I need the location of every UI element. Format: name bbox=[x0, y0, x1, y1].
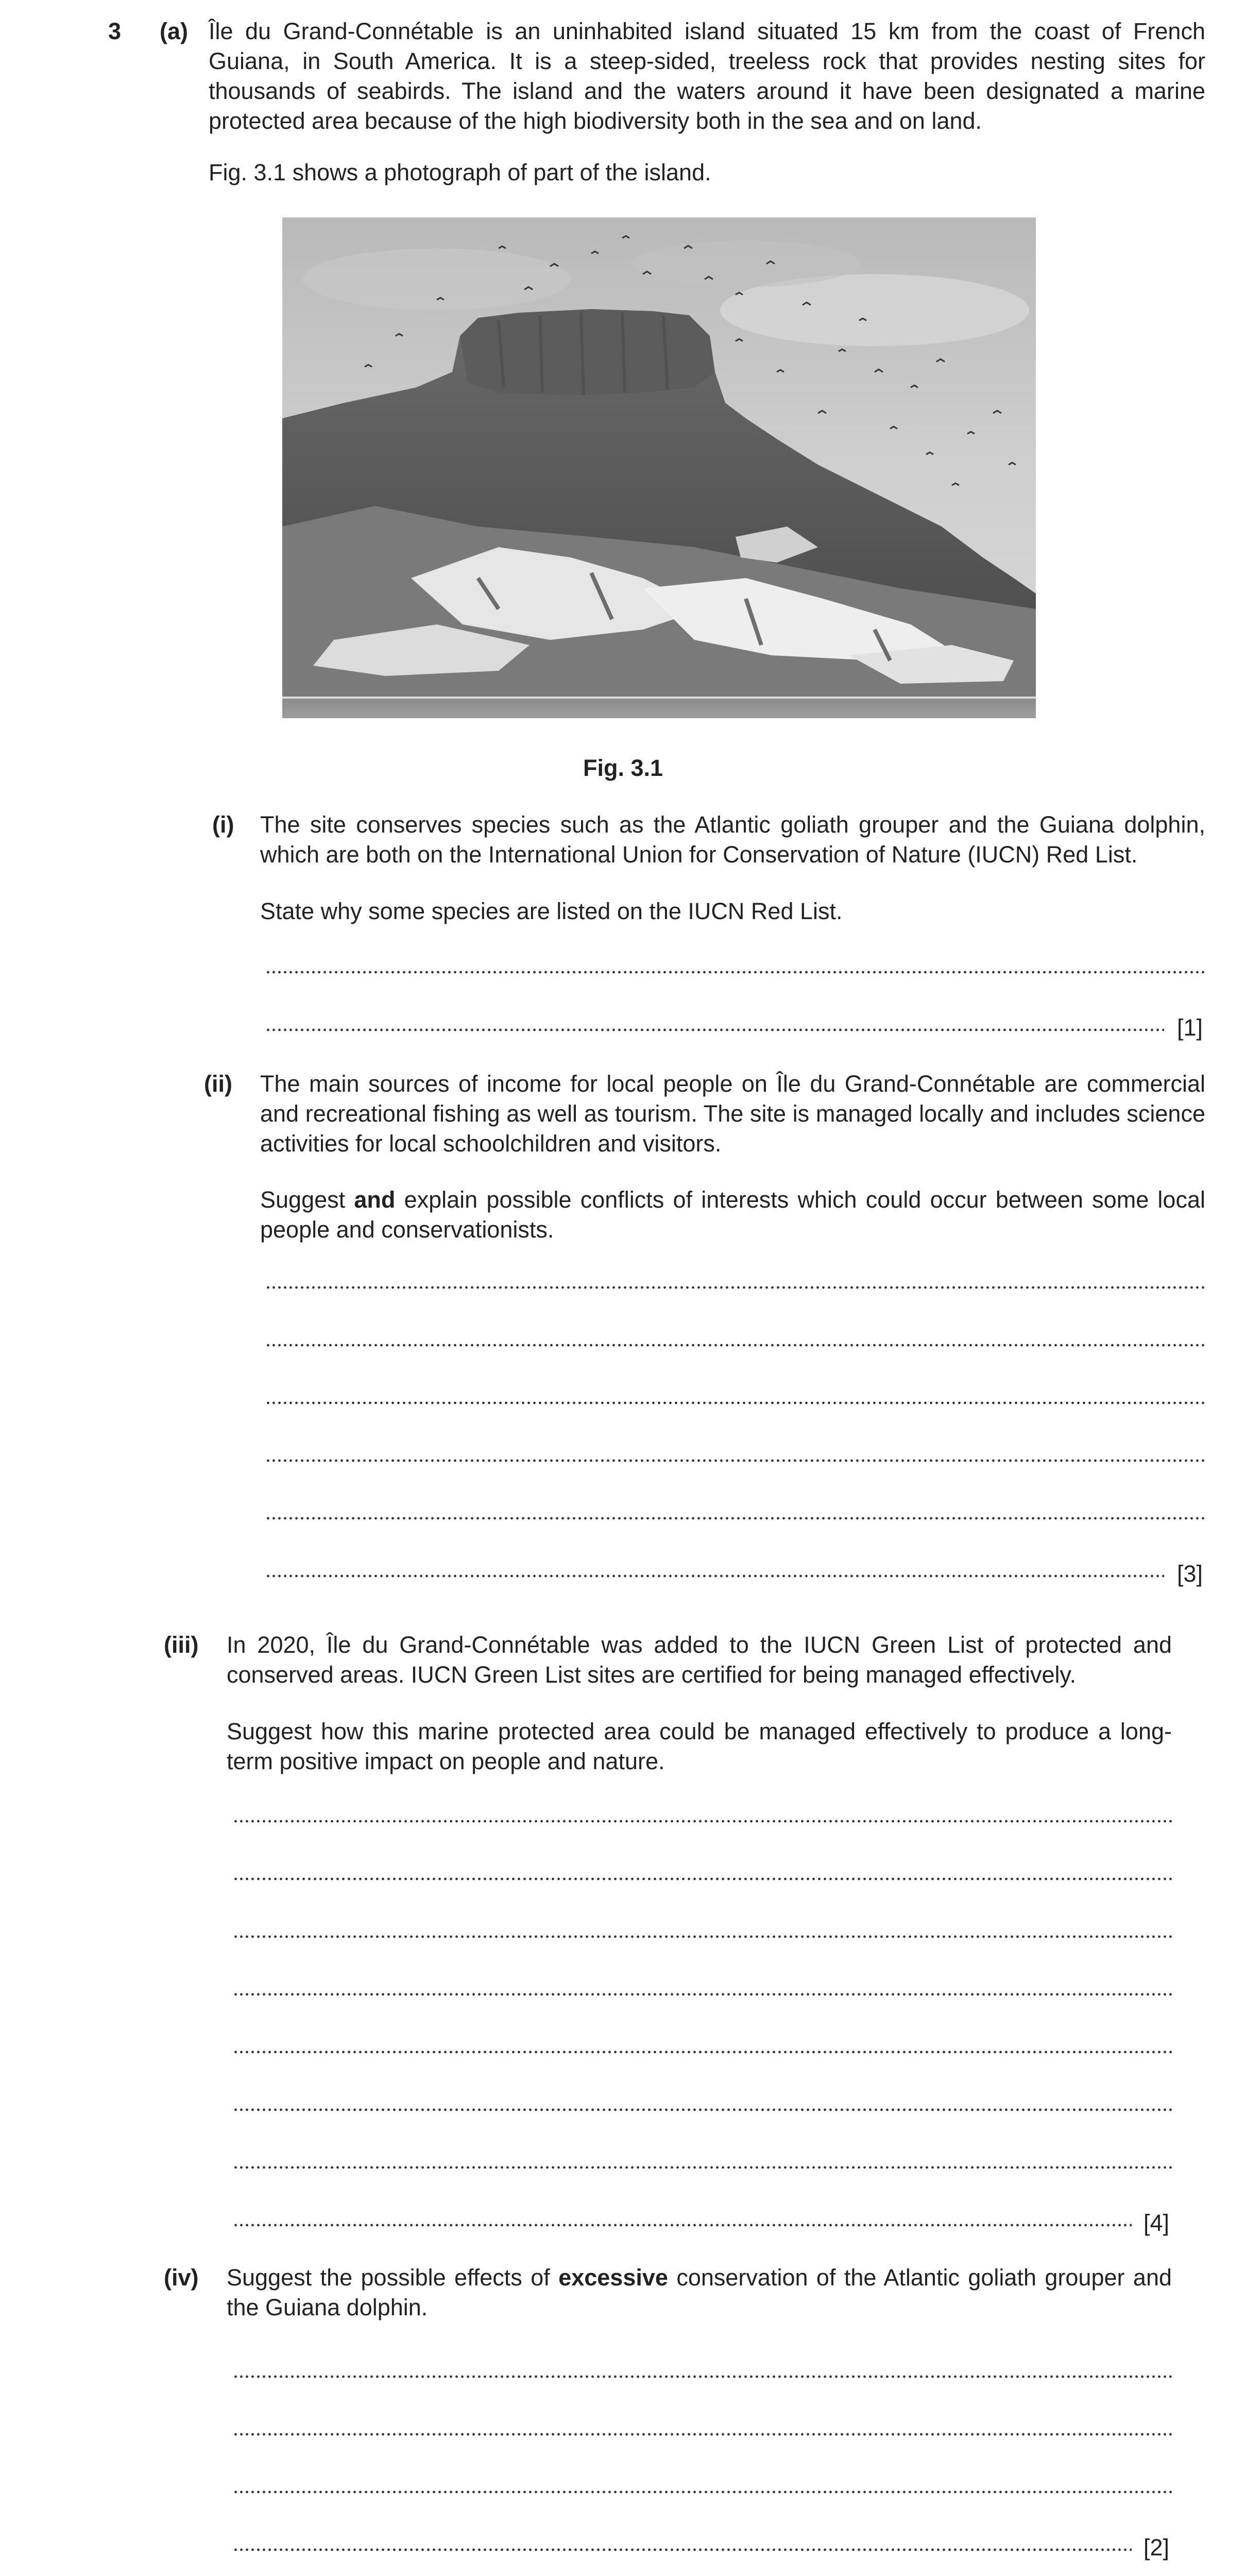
answer-line[interactable] bbox=[233, 2432, 1172, 2437]
answer-line[interactable] bbox=[265, 1458, 1205, 1463]
answer-line[interactable] bbox=[233, 2107, 1172, 2112]
mark-allocation: [2] bbox=[1143, 2534, 1170, 2561]
mark-allocation: [1] bbox=[1177, 1014, 1203, 1041]
answer-line[interactable] bbox=[233, 1934, 1172, 1939]
answer-line[interactable] bbox=[265, 970, 1205, 975]
part-a-iii-prompt: Suggest how this marine protected area could be managed effectively to produce a long-term positive impact on people and nature. bbox=[227, 1718, 1172, 1774]
answer-line[interactable] bbox=[233, 1876, 1172, 1882]
figure-intro: Fig. 3.1 shows a photograph of part of the island. bbox=[209, 159, 711, 185]
answer-line[interactable] bbox=[233, 1819, 1172, 1824]
intro-paragraph: Île du Grand-Connétable is an uninhabited island situated 15 km from the coast of French Guiana, in South America. It is a steep-sided, treeless rock that provides nesting sites for thousands of seabirds. The island and the waters around it have been designated a marine protected area because of the high biodiversity both in the sea and on land. bbox=[209, 18, 1205, 134]
answer-line[interactable] bbox=[233, 2223, 1132, 2228]
part-a-i-label: (i) bbox=[212, 811, 234, 838]
part-a-iv-prompt: Suggest the possible effects of excessive conservation of the Atlantic goliath grouper and the Guiana dolphin. bbox=[227, 2264, 1172, 2320]
answer-line[interactable] bbox=[233, 2374, 1172, 2379]
figure-caption: Fig. 3.1 bbox=[583, 755, 663, 781]
answer-line[interactable] bbox=[265, 1400, 1205, 1405]
answer-line[interactable] bbox=[233, 2547, 1132, 2552]
part-a-i-prompt: State why some species are listed on the IUCN Red List. bbox=[260, 898, 843, 924]
part-a-ii-label: (ii) bbox=[204, 1071, 232, 1097]
answer-line[interactable] bbox=[233, 2165, 1172, 2170]
answer-line[interactable] bbox=[265, 1343, 1205, 1348]
question-number: 3 bbox=[108, 18, 122, 44]
answer-line[interactable] bbox=[233, 2489, 1172, 2495]
answer-line[interactable] bbox=[265, 1516, 1205, 1521]
island-photograph bbox=[282, 217, 1036, 718]
mark-allocation: [4] bbox=[1143, 2210, 1170, 2236]
answer-line[interactable] bbox=[265, 1573, 1164, 1579]
part-a-iv-label: (iv) bbox=[164, 2264, 199, 2291]
answer-line[interactable] bbox=[265, 1027, 1164, 1032]
part-a-ii-text: The main sources of income for local people on Île du Grand-Connétable are commercial and recreational fishing as well as tourism. The site is managed locally and includes science activities for local schoolchildren and visitors. bbox=[260, 1071, 1205, 1157]
answer-line[interactable] bbox=[233, 1992, 1172, 1997]
part-a-iii-text: In 2020, Île du Grand-Connétable was added to the IUCN Green List of protected and conserved areas. IUCN Green List sites are certified for being managed effectively. bbox=[227, 1632, 1172, 1688]
part-a-iii-label: (iii) bbox=[164, 1632, 199, 1658]
part-a-label: (a) bbox=[160, 18, 188, 44]
part-a-ii-prompt: Suggest and explain possible conflicts of interests which could occur between some local people and conservationists. bbox=[260, 1187, 1205, 1243]
answer-line[interactable] bbox=[233, 2049, 1172, 2055]
answer-line[interactable] bbox=[265, 1285, 1205, 1290]
mark-allocation: [3] bbox=[1177, 1561, 1203, 1587]
part-a-i-text: The site conserves species such as the Atlantic goliath grouper and the Guiana dolphin, which are both on the International Union for Conservation of Nature (IUCN) Red List. bbox=[260, 811, 1205, 868]
